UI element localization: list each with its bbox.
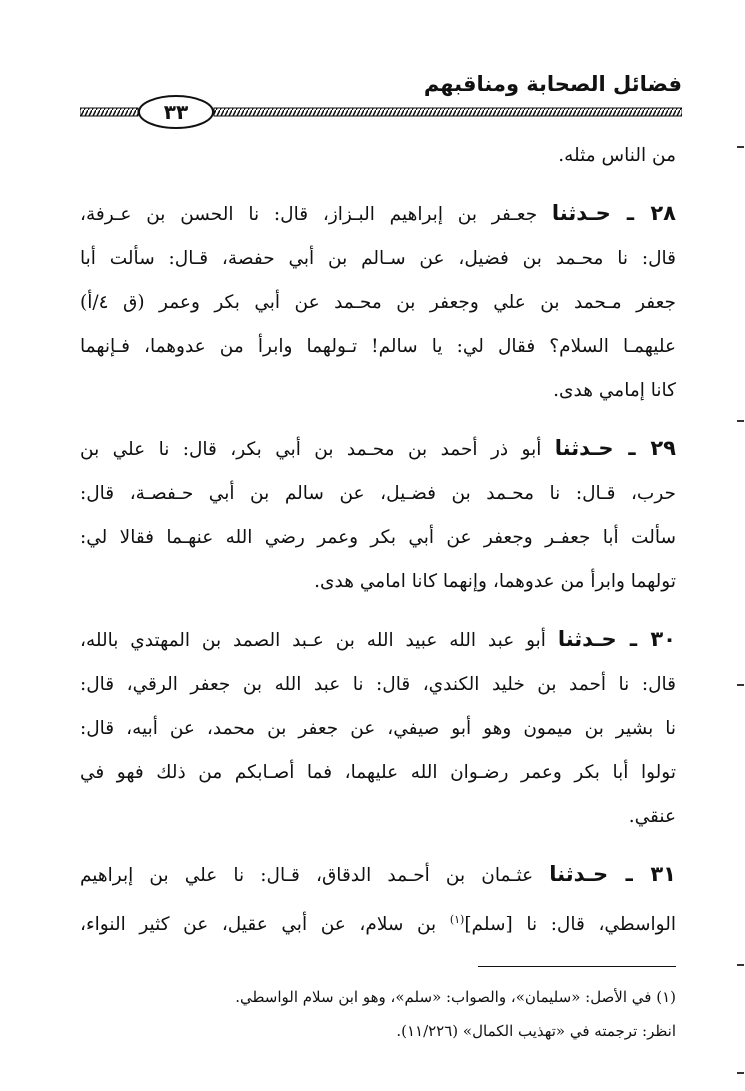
hadith-number: ٣١ ـ حـدثنا	[549, 862, 676, 886]
paragraph-continuation	[80, 134, 676, 178]
text-line: كانا إمامي هدى.	[553, 380, 676, 401]
hadith-30	[80, 617, 676, 839]
text-line: أبو عبد الله عبيد الله بن عـبد الصمد بن المهتدي بالله،	[80, 630, 546, 651]
margin-mark	[737, 684, 744, 686]
footnote-1: (١) في الأصل: «سليمان»، والصواب: «سلم»، وهو ابن سلام الواسطي.	[235, 988, 676, 1006]
hadith-29	[80, 426, 676, 604]
footnote-separator	[478, 966, 676, 967]
text-line: الواسطي، قال: نا [سلم]	[464, 914, 676, 936]
hadith-31	[80, 852, 676, 947]
margin-mark	[737, 420, 744, 422]
text-line: جعفر مـحمد بن علي وجعفر بن محـمد عن أبي بكر وعمر (ق ٤/أ)	[80, 292, 676, 313]
margin-mark	[737, 964, 744, 966]
text-line: أبو ذر أحمد بن محـمد بن أبي بكر، قال: نا علي بن	[80, 439, 542, 460]
text-line: نا بشير بن ميمون وهو أبو صيفي، عن جعفر بن محمد، عن أبيه، قال:	[80, 718, 676, 739]
text-line: تولهما وابرأ من عدوهما، وإنهما كانا امامي هدى.	[314, 571, 676, 592]
page-header	[80, 72, 682, 128]
text-line: بن سلام، عن أبي عقيل، عن كثير النواء،	[80, 914, 437, 936]
hadith-number: ٣٠ ـ حـدثنا	[557, 627, 676, 651]
page-number: ٣٣	[163, 100, 189, 124]
footnote-reference: انظر: ترجمته في «تهذيب الكمال» (١١/٢٢٦).	[396, 1022, 676, 1040]
text-line: حرب، قـال: نا محـمد بن فضـيل، عن سالم بن أبي حـفصـة، قال:	[80, 483, 676, 504]
text-line: تولوا أبا بكر وعمر رضـوان الله عليهما، فما أصـابكم من ذلك فهو في	[80, 762, 676, 783]
margin-mark	[737, 1072, 744, 1074]
text-line: قال: نا محـمد بن فضيل، عن سـالم بن أبي حفصة، قـال: سألت أبا	[80, 248, 676, 269]
hadith-number: ٢٨ ـ حـدثنا	[551, 201, 676, 225]
text-line: من الناس مثله.	[558, 145, 676, 166]
hadith-number: ٢٩ ـ حـدثنا	[554, 436, 676, 460]
text-line: عثـمان بن أحـمد الدقاق، قـال: نا علي بن إبراهيم	[80, 865, 534, 886]
text-line: عليهمـا السلام؟ فقال لي: يا سالم! تـولهما وابرأ من عدوهما، فـإنهما	[80, 336, 676, 357]
margin-mark	[737, 146, 744, 148]
running-title: فضائل الصحابة ومناقبهم	[423, 72, 682, 96]
hadith-28	[80, 191, 676, 413]
main-text	[80, 134, 676, 960]
text-line: عنقي.	[628, 806, 676, 827]
text-line: سألت أبا جعفـر وجعفر عن أبي بكر وعمر رضي الله عنهـما فقالا لي:	[80, 527, 676, 548]
footnote-marker: (١)	[449, 913, 465, 926]
text-line: قال: نا أحمد بن خليد الكندي، قال: نا عبد الله بن جعفر الرقي، قال:	[80, 674, 676, 695]
text-line: جعـفر بن إبراهيم البـزاز، قال: نا الحسن بن عـرفة،	[80, 204, 538, 225]
footnotes	[80, 980, 676, 1048]
